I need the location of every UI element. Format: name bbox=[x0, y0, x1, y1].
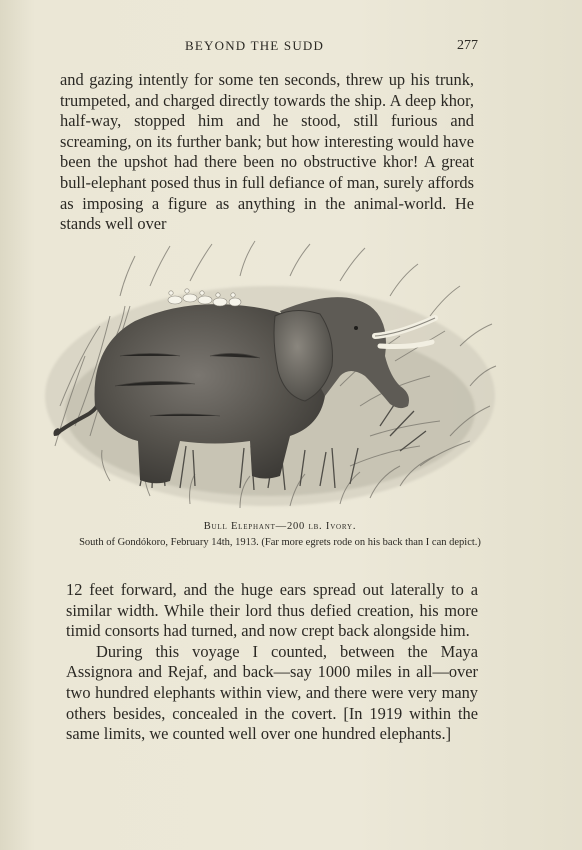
paragraph-2: During this voyage I counted, between the Maya Assignora and Rejaf, and back—say 1000 miles in all—over two hundred elephants within view, and there were very many others besides, concealed in the covert. [In 1919 within the same limits, we counted well over one hundred elephants.] bbox=[66, 641, 478, 744]
body-text-top bbox=[60, 70, 474, 235]
body-text-bottom bbox=[66, 580, 478, 745]
page-number: 277 bbox=[457, 38, 478, 53]
elephant-illustration bbox=[40, 236, 500, 516]
paragraph-1: 12 feet forward, and the huge ears spread out laterally to a similar width. While their lord thus defied creation, his more timid consorts had turned, and now crept back alongside him. bbox=[66, 580, 478, 641]
plate-caption-title: Bull Elephant—200 lb. Ivory. bbox=[203, 521, 357, 532]
paragraph-continued: and gazing intently for some ten seconds, threw up his trunk, trumpeted, and charged directly towards the ship. A deep khor, half-way, stopped him and he stood, still furious and screaming, on its further bank; but how interesting would have been the upshot had there been no obstructive khor! A great bull-elephant posed thus in full defiance of man, surely affords as imposing a figure as anything in the animal-world. He stands well over bbox=[60, 70, 474, 234]
running-head bbox=[60, 38, 478, 58]
running-title: BEYOND THE SUDD bbox=[185, 38, 325, 53]
plate-caption-detail: South of Gondókoro, February 14th, 1913. (Far more egrets rode on his back than I can depict.) bbox=[79, 537, 481, 548]
